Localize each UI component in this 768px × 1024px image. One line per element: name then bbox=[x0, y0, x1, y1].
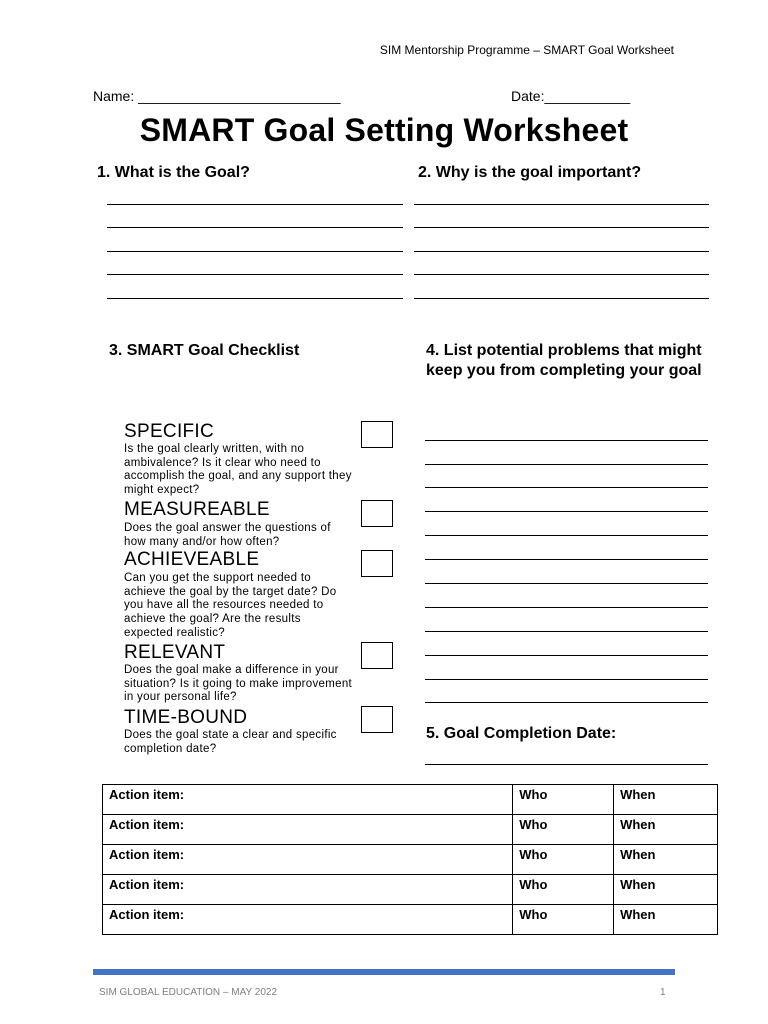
page-number: 1 bbox=[660, 987, 666, 998]
problem-line[interactable] bbox=[425, 487, 708, 488]
problem-line[interactable] bbox=[425, 679, 708, 680]
action-item-cell[interactable]: Action item: bbox=[103, 815, 513, 845]
table-row bbox=[103, 905, 718, 935]
problem-line[interactable] bbox=[425, 583, 708, 584]
why-line[interactable] bbox=[414, 204, 709, 205]
goal-heading: 1. What is the Goal? bbox=[97, 164, 250, 181]
goal-line[interactable] bbox=[107, 298, 403, 299]
date-field[interactable]: Date:___________ bbox=[511, 88, 631, 104]
when-cell[interactable]: When bbox=[614, 905, 718, 935]
problem-line[interactable] bbox=[425, 535, 708, 536]
relevant-title: RELEVANT bbox=[124, 642, 226, 663]
worksheet-title: SMART Goal Setting Worksheet bbox=[139, 112, 629, 148]
table-row bbox=[103, 785, 718, 815]
footer-bar bbox=[93, 969, 675, 975]
when-cell[interactable]: When bbox=[614, 845, 718, 875]
problem-line[interactable] bbox=[425, 702, 708, 703]
problem-line[interactable] bbox=[425, 655, 708, 656]
who-cell[interactable]: Who bbox=[513, 845, 614, 875]
who-cell[interactable]: Who bbox=[513, 785, 614, 815]
time-bound-desc: Does the goal state a clear and specific completion date? bbox=[124, 729, 337, 755]
table-row bbox=[103, 845, 718, 875]
problem-line[interactable] bbox=[425, 631, 708, 632]
who-cell[interactable]: Who bbox=[513, 875, 614, 905]
why-line[interactable] bbox=[414, 274, 709, 275]
measureable-desc: Does the goal answer the questions of how many and/or how often? bbox=[124, 522, 331, 548]
action-item-cell[interactable]: Action item: bbox=[103, 845, 513, 875]
achieveable-title: ACHIEVEABLE bbox=[124, 549, 260, 570]
running-header: SIM Mentorship Programme – SMART Goal Worksheet bbox=[379, 43, 674, 57]
why-line[interactable] bbox=[414, 298, 709, 299]
name-field[interactable]: Name: __________________________ bbox=[93, 88, 341, 104]
action-item-cell[interactable]: Action item: bbox=[103, 785, 513, 815]
goal-line[interactable] bbox=[107, 251, 403, 252]
specific-checkbox[interactable] bbox=[361, 421, 393, 448]
why-line[interactable] bbox=[414, 251, 709, 252]
achieveable-checkbox[interactable] bbox=[361, 550, 393, 577]
completion-date-line[interactable] bbox=[425, 764, 708, 765]
when-cell[interactable]: When bbox=[614, 785, 718, 815]
goal-line[interactable] bbox=[107, 274, 403, 275]
problem-line[interactable] bbox=[425, 559, 708, 560]
problem-line[interactable] bbox=[425, 607, 708, 608]
measureable-checkbox[interactable] bbox=[361, 500, 393, 527]
footer-organization: SIM GLOBAL EDUCATION – MAY 2022 bbox=[99, 987, 278, 998]
problem-line[interactable] bbox=[425, 464, 708, 465]
goal-line[interactable] bbox=[107, 227, 403, 228]
specific-title: SPECIFIC bbox=[124, 421, 215, 442]
who-cell[interactable]: Who bbox=[513, 905, 614, 935]
problem-line[interactable] bbox=[425, 440, 708, 441]
relevant-checkbox[interactable] bbox=[361, 642, 393, 669]
goal-line[interactable] bbox=[107, 204, 403, 205]
action-item-cell[interactable]: Action item: bbox=[103, 875, 513, 905]
specific-desc: Is the goal clearly written, with no ambivalence? Is it clear who need to accomplish the goal, and any support they might expect? bbox=[124, 443, 352, 497]
checklist-heading: 3. SMART Goal Checklist bbox=[109, 342, 300, 359]
time-bound-checkbox[interactable] bbox=[361, 706, 393, 733]
time-bound-title: TIME-BOUND bbox=[124, 707, 248, 728]
table-row bbox=[103, 815, 718, 845]
table-row bbox=[103, 875, 718, 905]
problems-heading: 4. List potential problems that might keep you from completing your goal bbox=[426, 342, 702, 379]
why-heading: 2. Why is the goal important? bbox=[418, 164, 642, 181]
problem-line[interactable] bbox=[425, 511, 708, 512]
why-line[interactable] bbox=[414, 227, 709, 228]
when-cell[interactable]: When bbox=[614, 875, 718, 905]
completion-date-heading: 5. Goal Completion Date: bbox=[426, 725, 617, 742]
when-cell[interactable]: When bbox=[614, 815, 718, 845]
who-cell[interactable]: Who bbox=[513, 815, 614, 845]
measureable-title: MEASUREABLE bbox=[124, 499, 270, 520]
action-item-cell[interactable]: Action item: bbox=[103, 905, 513, 935]
relevant-desc: Does the goal make a difference in your situation? Is it going to make improvement in your personal life? bbox=[124, 664, 353, 704]
action-items-table bbox=[102, 784, 718, 935]
achieveable-desc: Can you get the support needed to achieve the goal by the target date? Do you have all the resources needed to achieve the goal? Are the results expected realistic? bbox=[124, 572, 337, 639]
